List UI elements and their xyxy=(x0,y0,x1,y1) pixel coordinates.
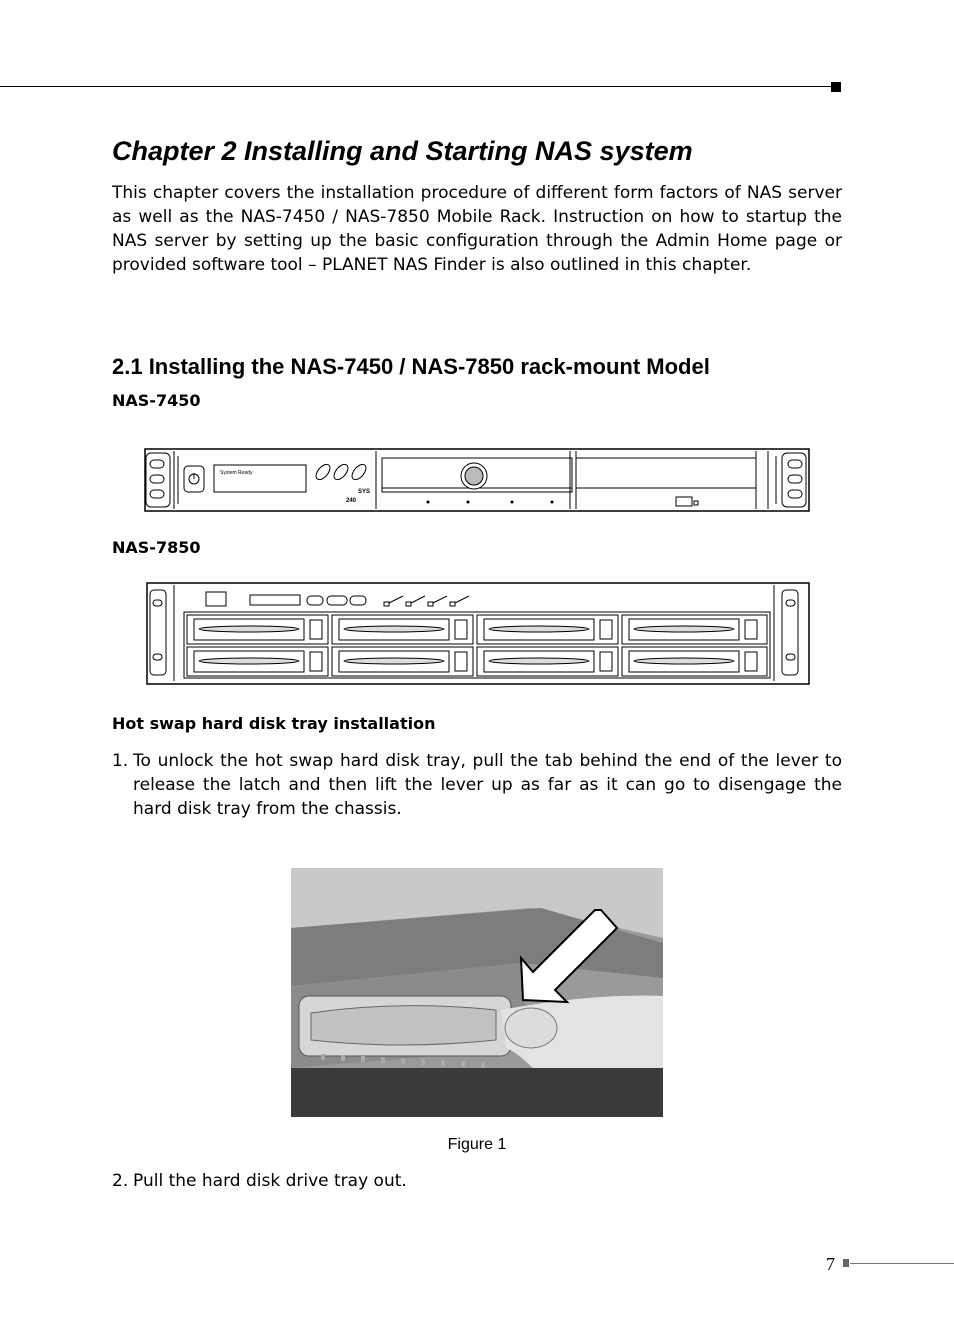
subsection-title: Hot swap hard disk tray installation xyxy=(112,714,436,733)
svg-text:240: 240 xyxy=(346,498,357,504)
header-rule xyxy=(0,86,832,87)
model-label-nas-7450: NAS-7450 xyxy=(112,391,201,410)
footer-rule xyxy=(850,1263,954,1264)
step-2 xyxy=(112,1169,842,1193)
power-icon xyxy=(206,592,226,606)
header-square-marker xyxy=(831,82,841,92)
nas-7450-front-panel xyxy=(144,448,810,512)
chapter-intro: This chapter covers the installation procedure of different form factors of NAS server as well as the NAS-7450 / NAS-7850 Mobile Rack. Instruction on how to startup the NAS server by setting up the basic configuration through the Admin Home page or provided software tool – PLANET NAS Finder is also outlined in this chapter. xyxy=(112,183,842,275)
model-label-nas-7850: NAS-7850 xyxy=(112,538,201,557)
page-number: 7 xyxy=(826,1254,835,1274)
step-number: 2. xyxy=(112,1171,129,1191)
figure-caption: Figure 1 xyxy=(447,1136,507,1153)
svg-text:System Ready: System Ready xyxy=(220,470,253,476)
section-title: 2.1 Installing the NAS-7450 / NAS-7850 rack-mount Model xyxy=(112,354,710,379)
svg-text:SYS: SYS xyxy=(358,489,371,495)
lcd-display xyxy=(250,595,300,605)
step-number: 1. xyxy=(112,751,129,771)
step-text: Pull the hard disk drive tray out. xyxy=(133,1171,407,1191)
footer-square-marker xyxy=(843,1259,849,1267)
nas-7850-front-panel xyxy=(146,582,810,686)
step-1 xyxy=(112,749,842,821)
figure-1-photo xyxy=(291,868,663,1117)
step-text: To unlock the hot swap hard disk tray, pull the tab behind the end of the lever to release the latch and then lift the lever up as far as it can go to disengage the hard disk tray from the chassis. xyxy=(133,751,842,819)
chapter-title: Chapter 2 Installing and Starting NAS system xyxy=(112,136,693,166)
